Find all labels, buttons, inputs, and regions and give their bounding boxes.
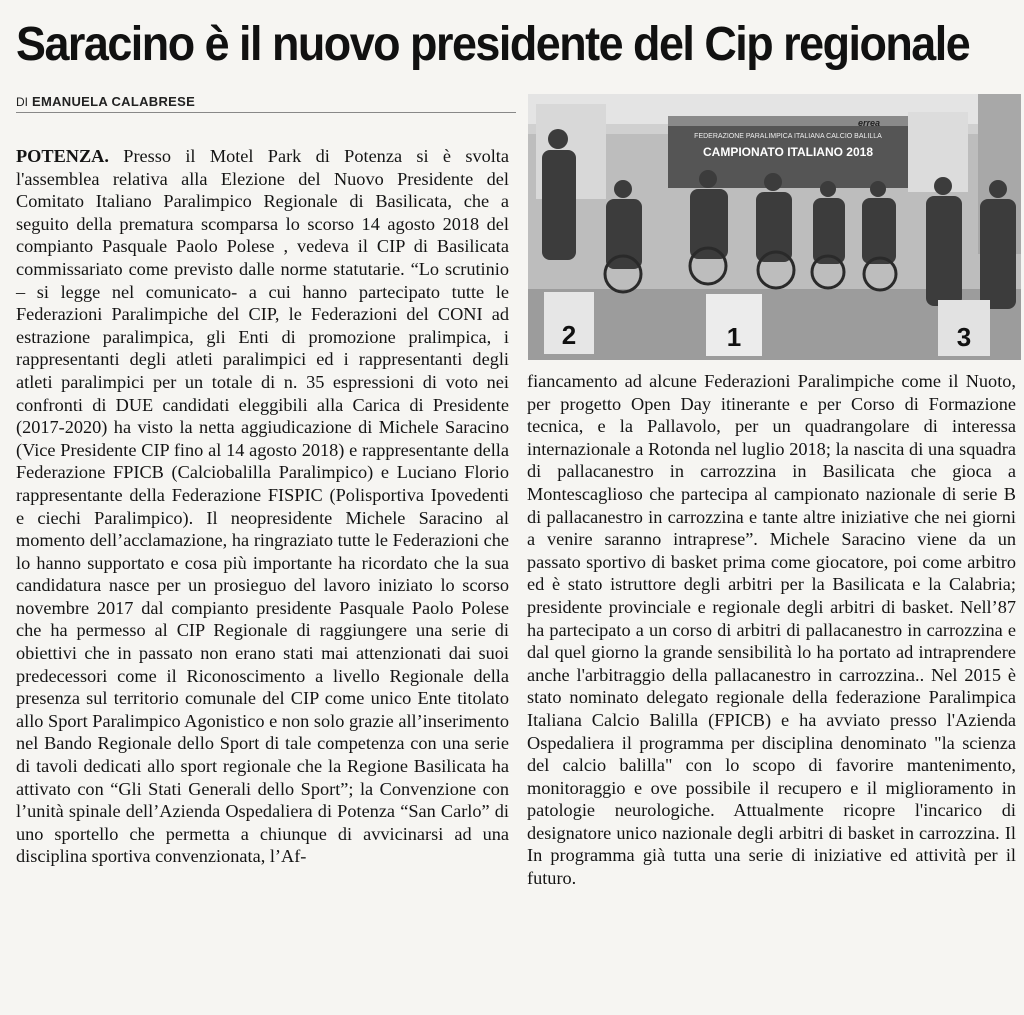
banner-small-text: FEDERAZIONE PARALIMPICA ITALIANA CALCIO BALILLA [694, 133, 882, 140]
byline-author: EMANUELA CALABRESE [32, 94, 196, 109]
banner-title-text: CAMPIONATO ITALIANO 2018 [702, 145, 874, 159]
podium-number-1: 1 [726, 322, 742, 352]
article-left-column [16, 145, 509, 868]
podium-number-2: 2 [561, 320, 577, 350]
article-right-column [527, 370, 1016, 890]
article-right-text: fiancamento ad alcune Federazioni Paralimpiche come il Nuoto, per progetto Open Day itinerante e per Corso di Formazione tecnica, e la Pallavolo, per un quadrangolare di interessa internazionale a Rotonda nel luglio 2018; la nascita di una squadra di pallacanestro in carrozzina in Basilicata che gioca a Montescaglioso che partecipa al campionato nazionale di serie B di pallacanestro in carrozzina e tante altre iniziative che nei giorni a venire saranno intraprese”. Michele Saracino viene da un passato sportivo di basket prima come giocatore, poi come arbitro ed è stato istruttore degli arbitri per la Basilicata e la Calabria; presidente provinciale e regionale degli arbitri di basket. Nell’87 ha partecipato a un corso di arbitri di pallacanestro in carrozzina e dal quel giorno la grande sensibilità lo ha portato ad intraprendere anche l'arbitraggio della pallacanestro in carrozzina.. Nel 2015 è stato nominato delegato regionale della federazione Paralimpica Italiana Calcio Balilla (FPICB) e ha avviato presso l'Azienda Ospedaliera il programma per disciplina denominato "la scienza del calcio balilla" con lo scopo di favorire mantenimento, monitoraggio e ove possibile il recupero e il miglioramento in patologie neurologiche. Attualmente ricopre l'incarico di designatore unico nazionale degli arbitri di basket in carrozzina. Il In programma già tutta una serie di iniziative ed attività per il futuro. [527, 371, 1016, 889]
event-photo [528, 94, 1021, 360]
byline [16, 94, 516, 113]
byline-prefix: DI [16, 95, 28, 109]
podium-number-3: 3 [956, 322, 972, 352]
photo-illustration [528, 94, 1021, 360]
headline: Saracino è il nuovo presidente del Cip regionale [16, 18, 970, 71]
article-lead: POTENZA. [16, 146, 109, 166]
article-left-text: Presso il Motel Park di Potenza si è svolta l'assemblea relativa alla Elezione del Nuovo Presidente del Comitato Italiano Paralimpico Regionale di Basilicata, che a seguito della prematura scomparsa lo scorso 14 agosto 2018 del compianto Pasquale Paolo Polese , vedeva il CIP di Basilicata commissariato come previsto dalle norme statutarie. “Lo scrutinio – si legge nel comunicato- a cui hanno partecipato tutte le Federazioni Paralimpiche del CIP, le Federazioni del CONI ad estrazione paralimpica, gli Enti di promozione pralimpica, i rappresentanti degli atleti paralimpici ed i rappresentanti degli atleti paralimpici per un totale di n. 35 espressioni di voto nei confronti di DUE candidati eleggibili alla Carica di Presidente (2017-2020) ha visto la netta aggiudicazione di Michele Saracino (Vice Presidente CIP fino al 14 agosto 2018) e rappresentante della Federazione FPICB (Calciobalilla Paralimpico) e Luciano Florio rappresentante della Federazione FISPIC (Polisportiva Ipovedenti e ciechi Paralimpico). Il neopresidente Michele Saracino al momento dell’acclamazione, ha ringraziato tutte le Federazioni che lo hanno supportato e cosa più importante ha ricordato che la sua candidatura nasce per un prosieguo del lavoro iniziato lo scorso novembre 2017 dal compianto presidente Pasquale Paolo Polese che ha permesso al CIP Regionale di raggiungere una serie di obiettivi che in passato non erano stati mai attenzionati dai suoi predecessori come il Riconoscimento a livello Regionale della presenza sul territorio comunale del CIP come unico Ente titolato allo Sport Paralimpico Agonistico e non solo grazie all’inserimento nel Bando Regionale dello Sport di tale competenza con una serie di tavoli dedicati allo sport regionale che la Regione Basilicata ha attivato con “Gli Stati Generali dello Sport”; la Convenzione con l’unità spinale dell’Azienda Ospedaliera di Potenza “San Carlo” di uno sportello che permetta a chiunque di avvicinarsi ad una disciplina sportiva convenzionata, l’Af- [16, 146, 509, 867]
sponsor-logo-text: errea [858, 118, 881, 128]
